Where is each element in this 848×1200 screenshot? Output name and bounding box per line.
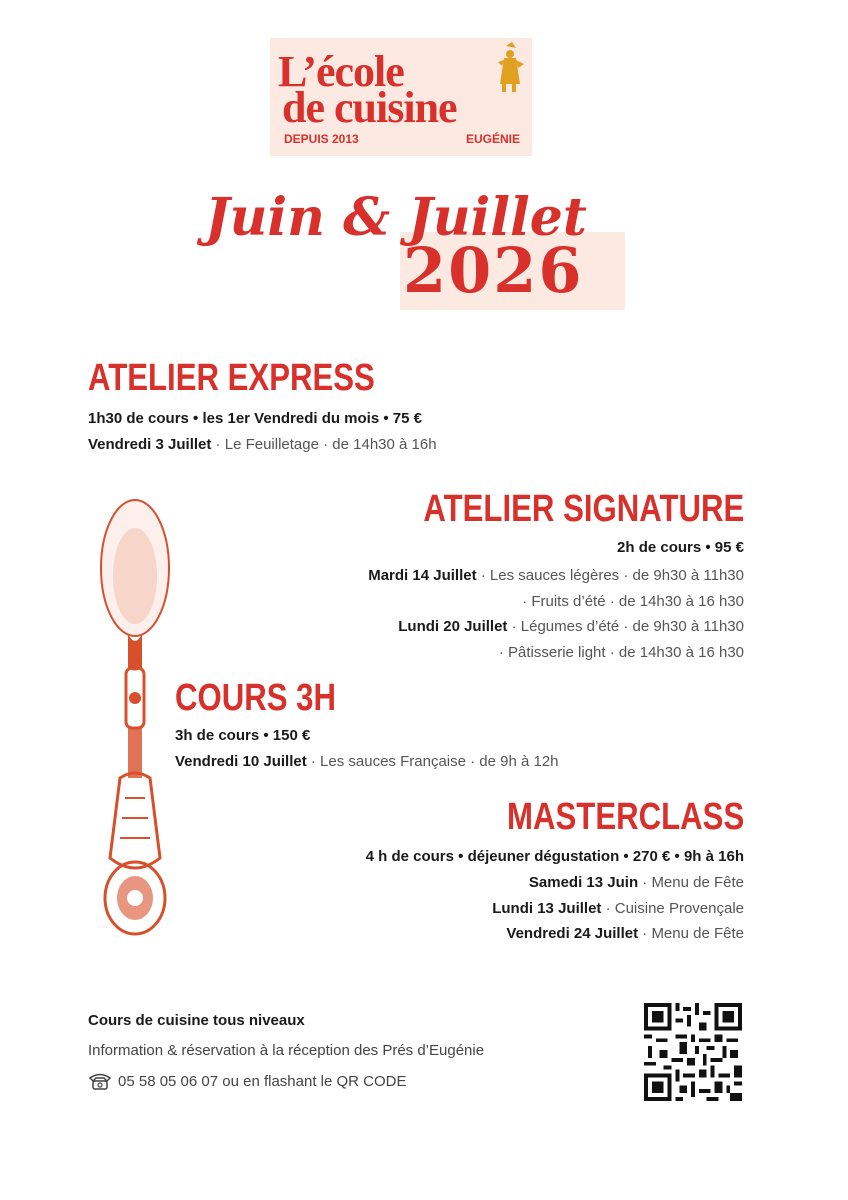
cours3h-info: 3h de cours • 150 € bbox=[175, 727, 311, 744]
masterclass-title: MASTERCLASS bbox=[506, 796, 744, 838]
chef-icon bbox=[490, 40, 526, 96]
signature-session bbox=[499, 643, 744, 663]
session-date: Lundi 13 Juillet bbox=[492, 900, 602, 917]
express-session bbox=[88, 435, 437, 455]
signature-session bbox=[522, 592, 744, 612]
session-date: Samedi 13 Juin bbox=[528, 874, 639, 891]
cours3h-title: COURS 3H bbox=[175, 677, 337, 719]
signature-session bbox=[398, 617, 744, 637]
logo-since: DEPUIS 2013 bbox=[284, 132, 359, 146]
masterclass-info: 4 h de cours • déjeuner dégustation • 270 € • 9h à 16h bbox=[365, 848, 744, 865]
session-date: Vendredi 3 Juillet bbox=[88, 436, 212, 453]
express-title: ATELIER EXPRESS bbox=[88, 357, 375, 399]
signature-info: 2h de cours • 95 € bbox=[617, 539, 744, 556]
logo-line-2: de cuisine bbox=[282, 83, 457, 132]
season-title bbox=[205, 187, 625, 315]
express-info: 1h30 de cours • les 1er Vendredi du mois • 75 € bbox=[88, 410, 422, 427]
session-date: Mardi 14 Juillet bbox=[368, 567, 477, 584]
qr-code[interactable] bbox=[644, 1003, 742, 1101]
masterclass-session bbox=[529, 873, 744, 893]
cours3h-session bbox=[175, 752, 559, 772]
session-detail: · Les sauces Française · de 9h à 12h bbox=[306, 753, 559, 770]
footer-tagline: Cours de cuisine tous niveaux bbox=[88, 1012, 305, 1029]
season-year: 2026 bbox=[403, 234, 584, 307]
session-detail: · Menu de Fête bbox=[638, 925, 744, 942]
session-detail: · Pâtisserie light · de 14h30 à 16 h30 bbox=[498, 644, 744, 661]
season-months: Juin & Juillet bbox=[205, 187, 587, 248]
session-date: Lundi 20 Juillet bbox=[398, 618, 508, 635]
session-detail: · Menu de Fête bbox=[638, 874, 744, 891]
session-detail: · Cuisine Provençale bbox=[601, 900, 744, 917]
session-date: Vendredi 24 Juillet bbox=[506, 925, 639, 942]
spoon-illustration bbox=[90, 498, 180, 943]
masterclass-session bbox=[506, 924, 744, 944]
session-detail: · Légumes d’été · de 9h30 à 11h30 bbox=[507, 618, 744, 635]
signature-session bbox=[368, 566, 744, 586]
logo bbox=[270, 38, 532, 156]
session-detail: · Le Feuilletage · de 14h30 à 16h bbox=[211, 436, 437, 453]
logo-name: EUGÉNIE bbox=[465, 132, 520, 146]
session-detail: · Les sauces légères · de 9h30 à 11h30 bbox=[476, 567, 744, 584]
session-date: Vendredi 10 Juillet bbox=[175, 753, 307, 770]
logo-line-1: L’école bbox=[278, 47, 404, 96]
phone-text: 05 58 05 06 07 ou en flashant le QR CODE bbox=[118, 1072, 407, 1090]
footer-info: Information & réservation à la réception des Prés d’Eugénie bbox=[88, 1042, 485, 1059]
footer-phone bbox=[88, 1072, 407, 1090]
phone-icon bbox=[88, 1072, 112, 1090]
signature-title: ATELIER SIGNATURE bbox=[423, 488, 744, 530]
masterclass-session bbox=[492, 899, 744, 919]
session-detail: · Fruits d’été · de 14h30 à 16 h30 bbox=[522, 593, 744, 610]
